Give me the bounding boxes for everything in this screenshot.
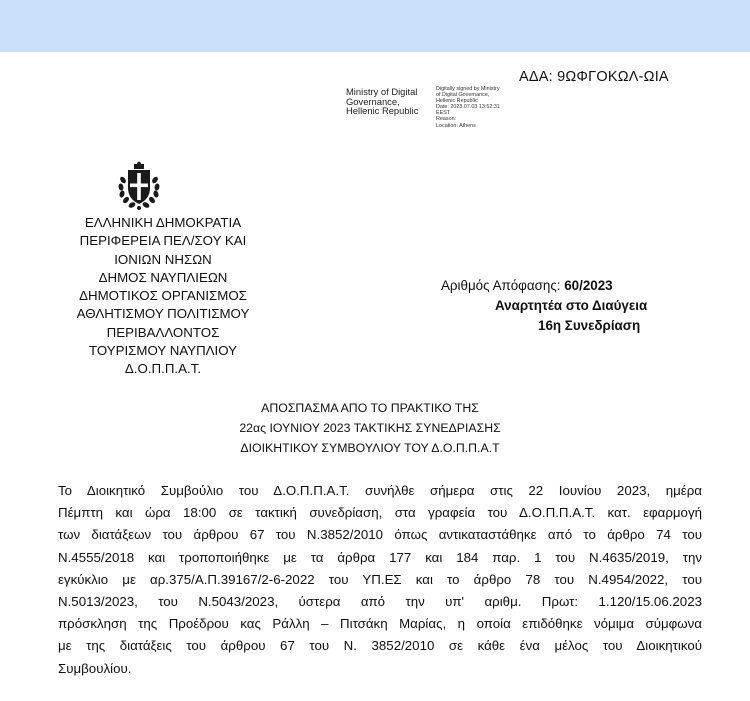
signature-details — [436, 86, 500, 129]
authority-line: ΕΛΛΗΝΙΚΗ ΔΗΜΟΚΡΑΤΙΑ — [84, 215, 242, 230]
signature-name-line: Governance, — [346, 95, 400, 107]
body-line: με της διατάξεις του άρθρου 67 του Ν. 3852/2010 σε κάθε ένα μέλος του Διοικητικού — [58, 638, 702, 654]
authority-line: ΔΗΜΟΤΙΚΟΣ ΟΡΓΑΝΙΣΜΟΣ — [79, 288, 247, 304]
authority-line: ΑΘΛΗΤΙΣΜΟΥ ΠΟΛΙΤΙΣΜΟΥ — [76, 306, 250, 322]
decision-number-label: Αριθμός Απόφασης: — [441, 278, 565, 293]
signature-detail-line: Location: Athens — [436, 122, 476, 129]
authority-line: ΠΕΡΙΒΑΛΛΟΝΤΟΣ — [106, 324, 220, 340]
signature-detail-line: Date: 2023.07.03 13:52:31 — [436, 104, 500, 111]
signature-name-line: Hellenic Republic — [346, 105, 419, 117]
signature-detail-line: Hellenic Republic — [436, 98, 478, 105]
body-line: Συμβουλίου. — [58, 660, 132, 676]
hellenic-republic-emblem-icon — [117, 161, 161, 211]
decision-number — [441, 278, 613, 293]
signature-detail-line: Digitally signed by Ministry — [436, 86, 500, 92]
body-line: Ν.4555/2018 και τροποποιήθηκε με τα άρθρα 177 και 184 παρ. 1 του Ν.4635/2019, την — [58, 549, 702, 565]
authority-line: Δ.Ο.Π.Π.Α.Τ. — [124, 361, 202, 377]
minutes-extract-heading — [160, 398, 580, 458]
body-line: εγκύκλιο με αρ.375/Α.Π.39167/2-6-2022 του ΥΠ.ΕΣ και το άρθρο 78 του Ν.4954/2022, του — [58, 571, 702, 587]
body-line: πρόσκληση της Προέδρου κας Ράλλη – Πιτσάκη Μαρίας, η οποία επιδόθηκε νόμιμα σύμφωνα — [58, 616, 702, 632]
signature-name — [346, 87, 418, 116]
issuing-authority — [38, 214, 288, 379]
body-line: Το Διοικητικό Συμβούλιο του Δ.Ο.Π.Π.Α.Τ. συνήλθε σήμερα στις 22 Ιουνίου 2023, ημέρα — [58, 483, 702, 498]
session-number: 16η Συνεδρίαση — [538, 318, 641, 333]
authority-line: ΔΗΜΟΣ ΝΑΥΠΛΙΕΩΝ — [98, 269, 228, 285]
ada-code: ΑΔΑ: 9ΩΦΓΟΚΩΛ-ΩΙΑ — [519, 69, 669, 85]
authority-line: ΠΕΡΙΦΕΡΕΙΑ ΠΕΛ/ΣΟΥ ΚΑΙ — [79, 233, 247, 249]
viewer-top-bar — [0, 0, 750, 52]
signature-detail-line: of Digital Governance, — [436, 92, 490, 99]
extract-line: ΔΙΟΙΚΗΤΙΚΟΥ ΣΥΜΒΟΥΛΙΟΥ ΤΟΥ Δ.Ο.Π.Π.Α.Τ — [240, 441, 500, 455]
extract-line: ΑΠΟΣΠΑΣΜΑ ΑΠΟ ΤΟ ΠΡΑΚΤΙΚΟ ΤΗΣ — [261, 401, 479, 415]
decision-number-value: 60/2023 — [564, 278, 613, 293]
signature-name-line: Ministry of Digital — [346, 86, 418, 97]
body-line: Ν.5013/2023, του Ν.5043/2023, ύστερα από την υπ' αριθμ. Πρωτ: 1.120/15.06.2023 — [58, 593, 702, 609]
signature-detail-line: Reason: — [436, 116, 457, 123]
body-line: των διατάξεων του άρθρου 67 του Ν.3852/2010 όπως αντικαταστάθηκε από το άρθρο 74 του — [58, 527, 702, 543]
diavgeia-notice: Αναρτητέα στο Διαύγεια — [495, 298, 648, 313]
body-line: Πέμπτη και ώρα 18:00 σε τακτική συνεδρίαση, στα γραφεία του Δ.Ο.Π.Π.Α.Τ. κατ. εφαρμογή — [58, 505, 702, 521]
extract-line: 22ας ΙΟΥΝΙΟΥ 2023 ΤΑΚΤΙΚΗΣ ΣΥΝΕΔΡΙΑΣΗΣ — [239, 421, 501, 435]
signature-detail-line: EEST — [436, 110, 451, 117]
authority-line: ΙΟΝΙΩΝ ΝΗΣΩΝ — [114, 251, 212, 267]
body-paragraph — [58, 480, 702, 680]
authority-line: ΤΟΥΡΙΣΜΟΥ ΝΑΥΠΛΙΟΥ — [88, 343, 238, 359]
